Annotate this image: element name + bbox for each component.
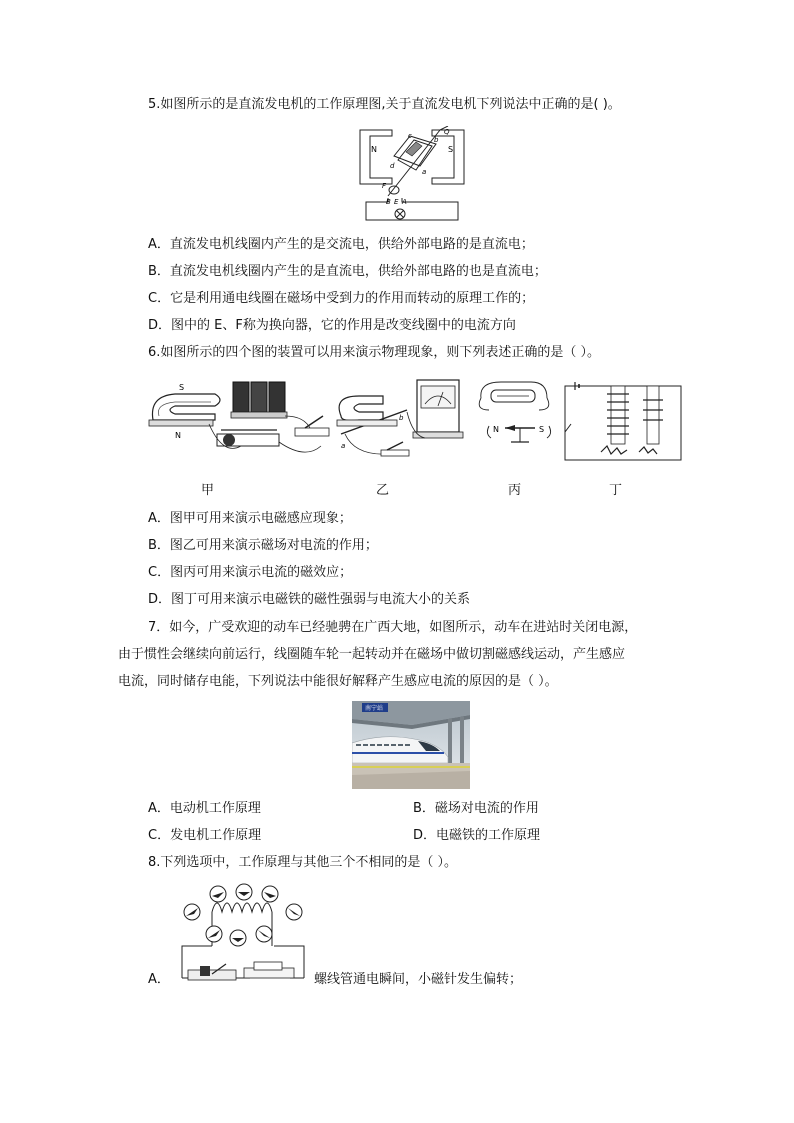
q7-stem-line1: 7．如今，广受欢迎的动车已经驰骋在广西大地，如图所示，动车在进站时关闭电源， <box>148 620 638 635</box>
q6-bing-label-s: S <box>539 425 545 434</box>
figure-ding <box>565 382 681 460</box>
q7-option-c: C．发电机工作原理 <box>148 828 262 843</box>
figure-yi <box>337 380 463 456</box>
q5-label-q: Q <box>444 128 450 136</box>
q7-option-a: A．电动机工作原理 <box>148 801 261 816</box>
q7-train-photo <box>352 701 470 789</box>
q6-option-b: B．图乙可用来演示磁场对电流的作用； <box>148 538 378 553</box>
q7-stem-line3: 电流，同时储存电能，下列说法中能很好解释产生感应电流的原因的是（ ）。 <box>118 674 558 689</box>
q6-experiment-figures <box>145 376 685 472</box>
q5-option-b: B．直流发电机线圈内产生的是直流电，供给外部电路的也是直流电； <box>148 264 547 279</box>
q5-label-a-small: a <box>422 168 427 176</box>
figure-jia <box>149 382 329 452</box>
q6-bing-label-n: N <box>493 425 499 434</box>
q5-label-c: c <box>408 132 412 140</box>
q5-label-f: F <box>382 182 387 190</box>
q6-caption-yi: 乙 <box>376 483 390 498</box>
q6-jia-label-s: S <box>179 383 185 392</box>
q8-option-a-label: A． <box>148 972 170 987</box>
q6-yi-label-a: a <box>341 442 346 450</box>
q6-jia-label-n: N <box>175 431 181 440</box>
q7-option-b: B．磁场对电流的作用 <box>413 801 539 816</box>
q5-label-n: N <box>371 145 377 154</box>
figure-bing <box>479 382 550 442</box>
q5-option-d: D．图中的 E、F称为换向器，它的作用是改变线圈中的电流方向 <box>148 318 516 333</box>
q8-stem: 8.下列选项中，工作原理与其他三个不相同的是（ ）。 <box>148 855 458 870</box>
q8-option-a-text: 螺线管通电瞬间，小磁针发生偏转； <box>314 972 523 987</box>
q6-caption-bing: 丙 <box>508 483 522 498</box>
q7-option-d: D．电磁铁的工作原理 <box>413 828 541 843</box>
q5-label-a: A <box>402 198 407 206</box>
q5-stem: 5.如图所示的是直流发电机的工作原理图,关于直流发电机下列说法中正确的是( )。 <box>148 97 621 112</box>
q8-option-a-solenoid-diagram <box>178 882 308 986</box>
q5-label-d: d <box>390 162 395 170</box>
q5-option-c: C．它是利用通电线圈在磁场中受到力的作用而转动的原理工作的； <box>148 291 535 306</box>
q5-option-a: A．直流发电机线圈内产生的是交流电，供给外部电路的是直流电； <box>148 237 534 252</box>
q5-label-s: S <box>448 145 454 154</box>
q6-yi-label-b: b <box>399 414 404 422</box>
q6-caption-jia: 甲 <box>201 483 215 498</box>
q7-station-sign: 南宁站 <box>365 705 384 712</box>
q6-option-c: C．图丙可用来演示电流的磁效应； <box>148 565 353 580</box>
q5-label-b-small: b <box>434 136 439 144</box>
q6-caption-ding: 丁 <box>609 483 623 498</box>
q6-option-d: D．图丁可用来演示电磁铁的磁性强弱与电流大小的关系 <box>148 592 471 607</box>
q7-stem-line2: 由于惯性会继续向前运行，线圈随车轮一起转动并在磁场中做切割磁感线运动，产生感应 <box>118 647 626 662</box>
q6-stem: 6.如图所示的四个图的装置可以用来演示物理现象，则下列表述正确的是（ ）。 <box>148 345 601 360</box>
q5-label-b: B <box>386 198 391 206</box>
q6-option-a: A．图甲可用来演示电磁感应现象； <box>148 511 352 526</box>
q5-label-e: E <box>394 198 399 206</box>
q5-generator-diagram <box>358 126 468 222</box>
